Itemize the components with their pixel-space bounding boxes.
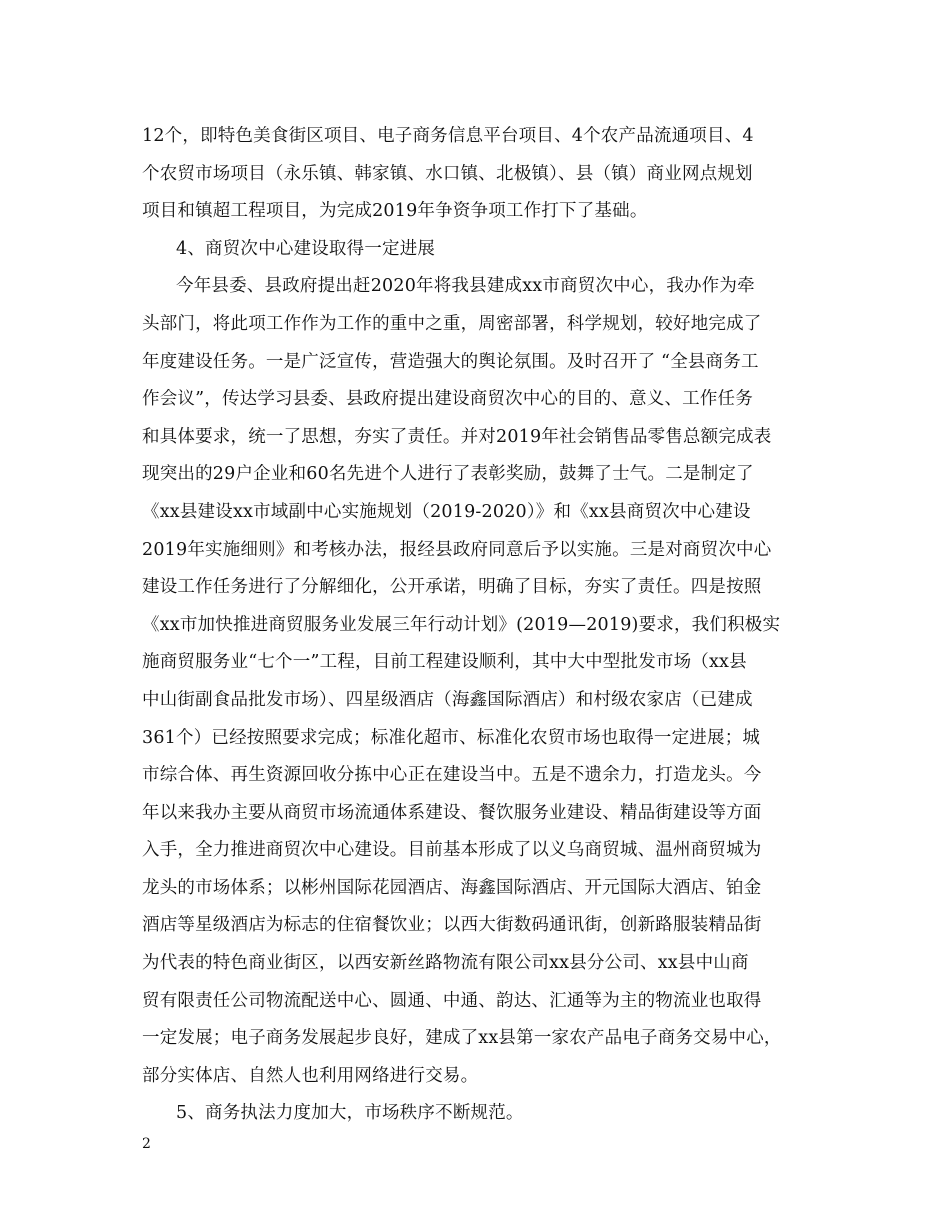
text-line: 头部门，将此项工作作为工作的重中之重，周密部署，科学规划，较好地完成了	[142, 313, 762, 334]
text-line: 一定发展；电子商务发展起步良好，建成了xx县第一家农产品电子商务交易中心，	[142, 1028, 782, 1049]
text-line: 龙头的市场体系；以彬州国际花园酒店、海鑫国际酒店、开元国际大酒店、铂金	[142, 877, 762, 898]
text-line: 酒店等星级酒店为标志的住宿餐饮业；以西大街数码通讯街，创新路服装精品街	[142, 915, 762, 936]
text-line: 361个）已经按照要求完成；标准化超市、标准化农贸市场也取得一定进展；城	[142, 727, 761, 748]
text-line: 《xx市加快推进商贸服务业发展三年行动计划》(2019—2019)要求，我们积极实	[142, 614, 781, 635]
text-line: 施商贸服务业“七个一”工程，目前工程建设顺利，其中大中型批发市场（xx县	[142, 652, 747, 673]
text-line: 入手，全力推进商贸次中心建设。目前基本形成了以义乌商贸城、温州商贸城为	[142, 840, 762, 861]
text-line: 贸有限责任公司物流配送中心、圆通、中通、韵达、汇通等为主的物流业也取得	[142, 990, 762, 1011]
text-line: 部分实体店、自然人也利用网络进行交易。	[142, 1065, 479, 1086]
text-line: 建设工作任务进行了分解细化，公开承诺，明确了目标，夯实了责任。四是按照	[142, 577, 762, 598]
text-line: 12个，即特色美食街区项目、电子商务信息平台项目、4个农产品流通项目、4	[142, 126, 754, 146]
text-line: 为代表的特色商业街区，以西安新丝路物流有限公司xx县分公司、xx县中山商	[142, 953, 749, 974]
text-line: 市综合体、再生资源回收分拣中心正在建设当中。五是不遗余力，打造龙头。今	[142, 765, 762, 786]
paragraph-start-line: 今年县委、县政府提出赶2020年将我县建成xx市商贸次中心，我办作为牵	[176, 276, 755, 297]
text-line: 《xx县建设xx市域副中心实施规划（2019-2020）》和《xx县商贸次中心建设	[142, 501, 751, 522]
text-line: 年度建设任务。一是广泛宣传，营造强大的舆论氛围。及时召开了 “全县商务工	[142, 351, 759, 372]
text-line: 年以来我办主要从商贸市场流通体系建设、餐饮服务业建设、精品街建设等方面	[142, 802, 762, 823]
section-heading: 4、商贸次中心建设取得一定进展	[176, 238, 436, 259]
page-number: 2	[142, 1136, 151, 1152]
text-line: 中山街副食品批发市场）、四星级酒店（海鑫国际酒店）和村级农家店（已建成	[142, 689, 753, 710]
text-line: 作会议”，传达学习县委、县政府提出建设商贸次中心的目的、意义、工作任务	[142, 389, 753, 410]
document-body	[142, 118, 822, 1133]
text-line: 个农贸市场项目（永乐镇、韩家镇、水口镇、北极镇）、县（镇）商业网点规划	[142, 163, 753, 184]
section-heading: 5、商务执法力度加大，市场秩序不断规范。	[176, 1103, 524, 1124]
text-line: 2019年实施细则》和考核办法，报经县政府同意后予以实施。三是对商贸次中心	[142, 539, 772, 560]
text-line: 和具体要求，统一了思想，夯实了责任。并对2019年社会销售品零售总额完成表	[142, 426, 772, 447]
text-line: 项目和镇超工程项目，为完成2019年争资争项工作打下了基础。	[142, 201, 648, 222]
text-line: 现突出的29户企业和60名先进个人进行了表彰奖励，鼓舞了士气。二是制定了	[142, 464, 754, 485]
